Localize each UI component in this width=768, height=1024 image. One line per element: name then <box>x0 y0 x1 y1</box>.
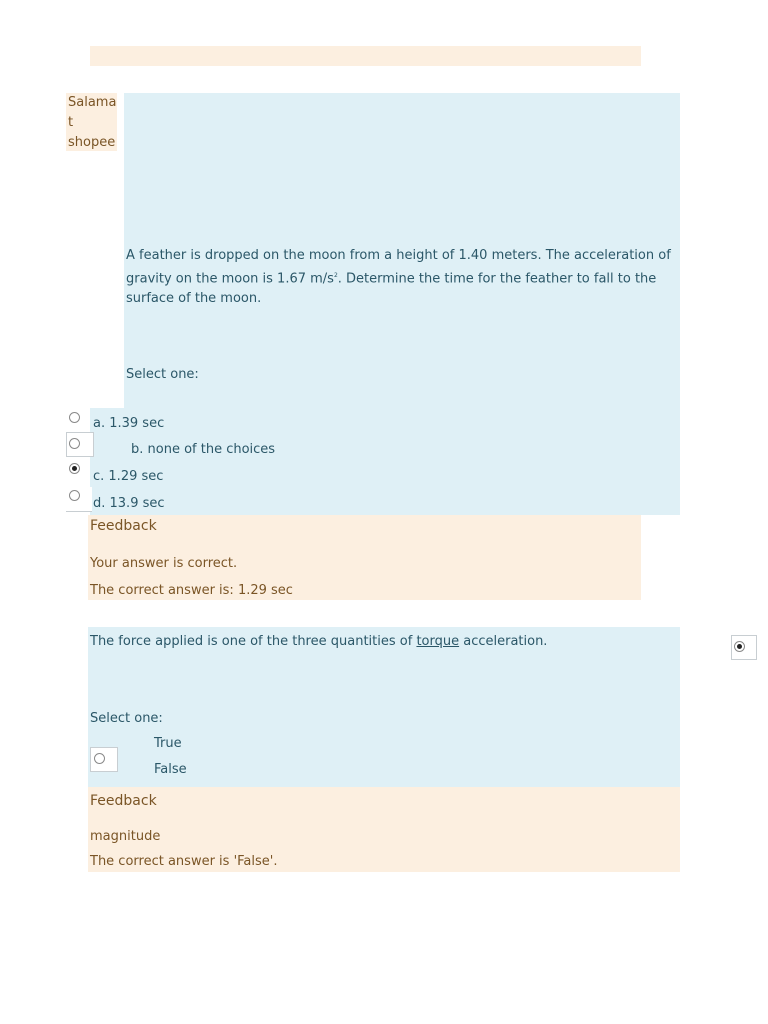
question-2-text-after: acceleration. <box>459 634 548 649</box>
option-c-label[interactable]: c. 1.29 sec <box>93 469 164 484</box>
option-a-label[interactable]: a. 1.39 sec <box>93 416 165 431</box>
question-1-feedback <box>88 515 641 600</box>
question-1-superscript: 2 <box>333 272 338 279</box>
feedback-1-title: Feedback <box>90 518 157 534</box>
question-1-text <box>126 246 671 309</box>
question-1-text-part2: . Determine the time for the feather to fall to the surface of the moon. <box>126 271 657 307</box>
feedback-1-line1: Your answer is correct. <box>90 556 238 571</box>
question-2-text <box>90 632 670 652</box>
option-b-label[interactable]: b. none of the choices <box>131 442 276 457</box>
torque-link[interactable]: torque <box>416 634 460 649</box>
question-1-text-part1: A feather is dropped on the moon from a height of 1.40 meters. The acceleration of gravity on the moon is 1.67 m/s <box>126 248 671 287</box>
feedback-2-line1: magnitude <box>90 829 161 844</box>
question-2-feedback <box>88 787 680 872</box>
info-line-2: t <box>68 115 74 130</box>
info-line-3: shopee <box>68 135 116 150</box>
option-false-radio[interactable] <box>94 753 105 764</box>
option-c-radio[interactable] <box>69 463 80 474</box>
option-a-radio[interactable] <box>69 412 80 423</box>
feedback-2-line2: The correct answer is 'False'. <box>90 854 278 869</box>
option-true-label[interactable]: True <box>154 736 182 751</box>
option-b-radio[interactable] <box>69 438 80 449</box>
option-d-radio[interactable] <box>69 490 80 501</box>
option-d-label[interactable]: d. 13.9 sec <box>93 496 165 511</box>
question-info-panel <box>66 93 117 151</box>
top-info-bar <box>90 46 641 66</box>
feedback-2-title: Feedback <box>90 793 157 809</box>
option-false-label[interactable]: False <box>154 762 187 777</box>
question-2-text-before: The force applied is one of the three quantities of <box>90 634 417 649</box>
option-true-radio[interactable] <box>734 641 745 652</box>
question-2-panel <box>88 627 680 787</box>
question-1-select-label: Select one: <box>126 367 199 382</box>
question-2-select-label: Select one: <box>90 711 163 726</box>
info-line-1: Salama <box>68 95 117 110</box>
feedback-1-line2: The correct answer is: 1.29 sec <box>90 583 293 598</box>
